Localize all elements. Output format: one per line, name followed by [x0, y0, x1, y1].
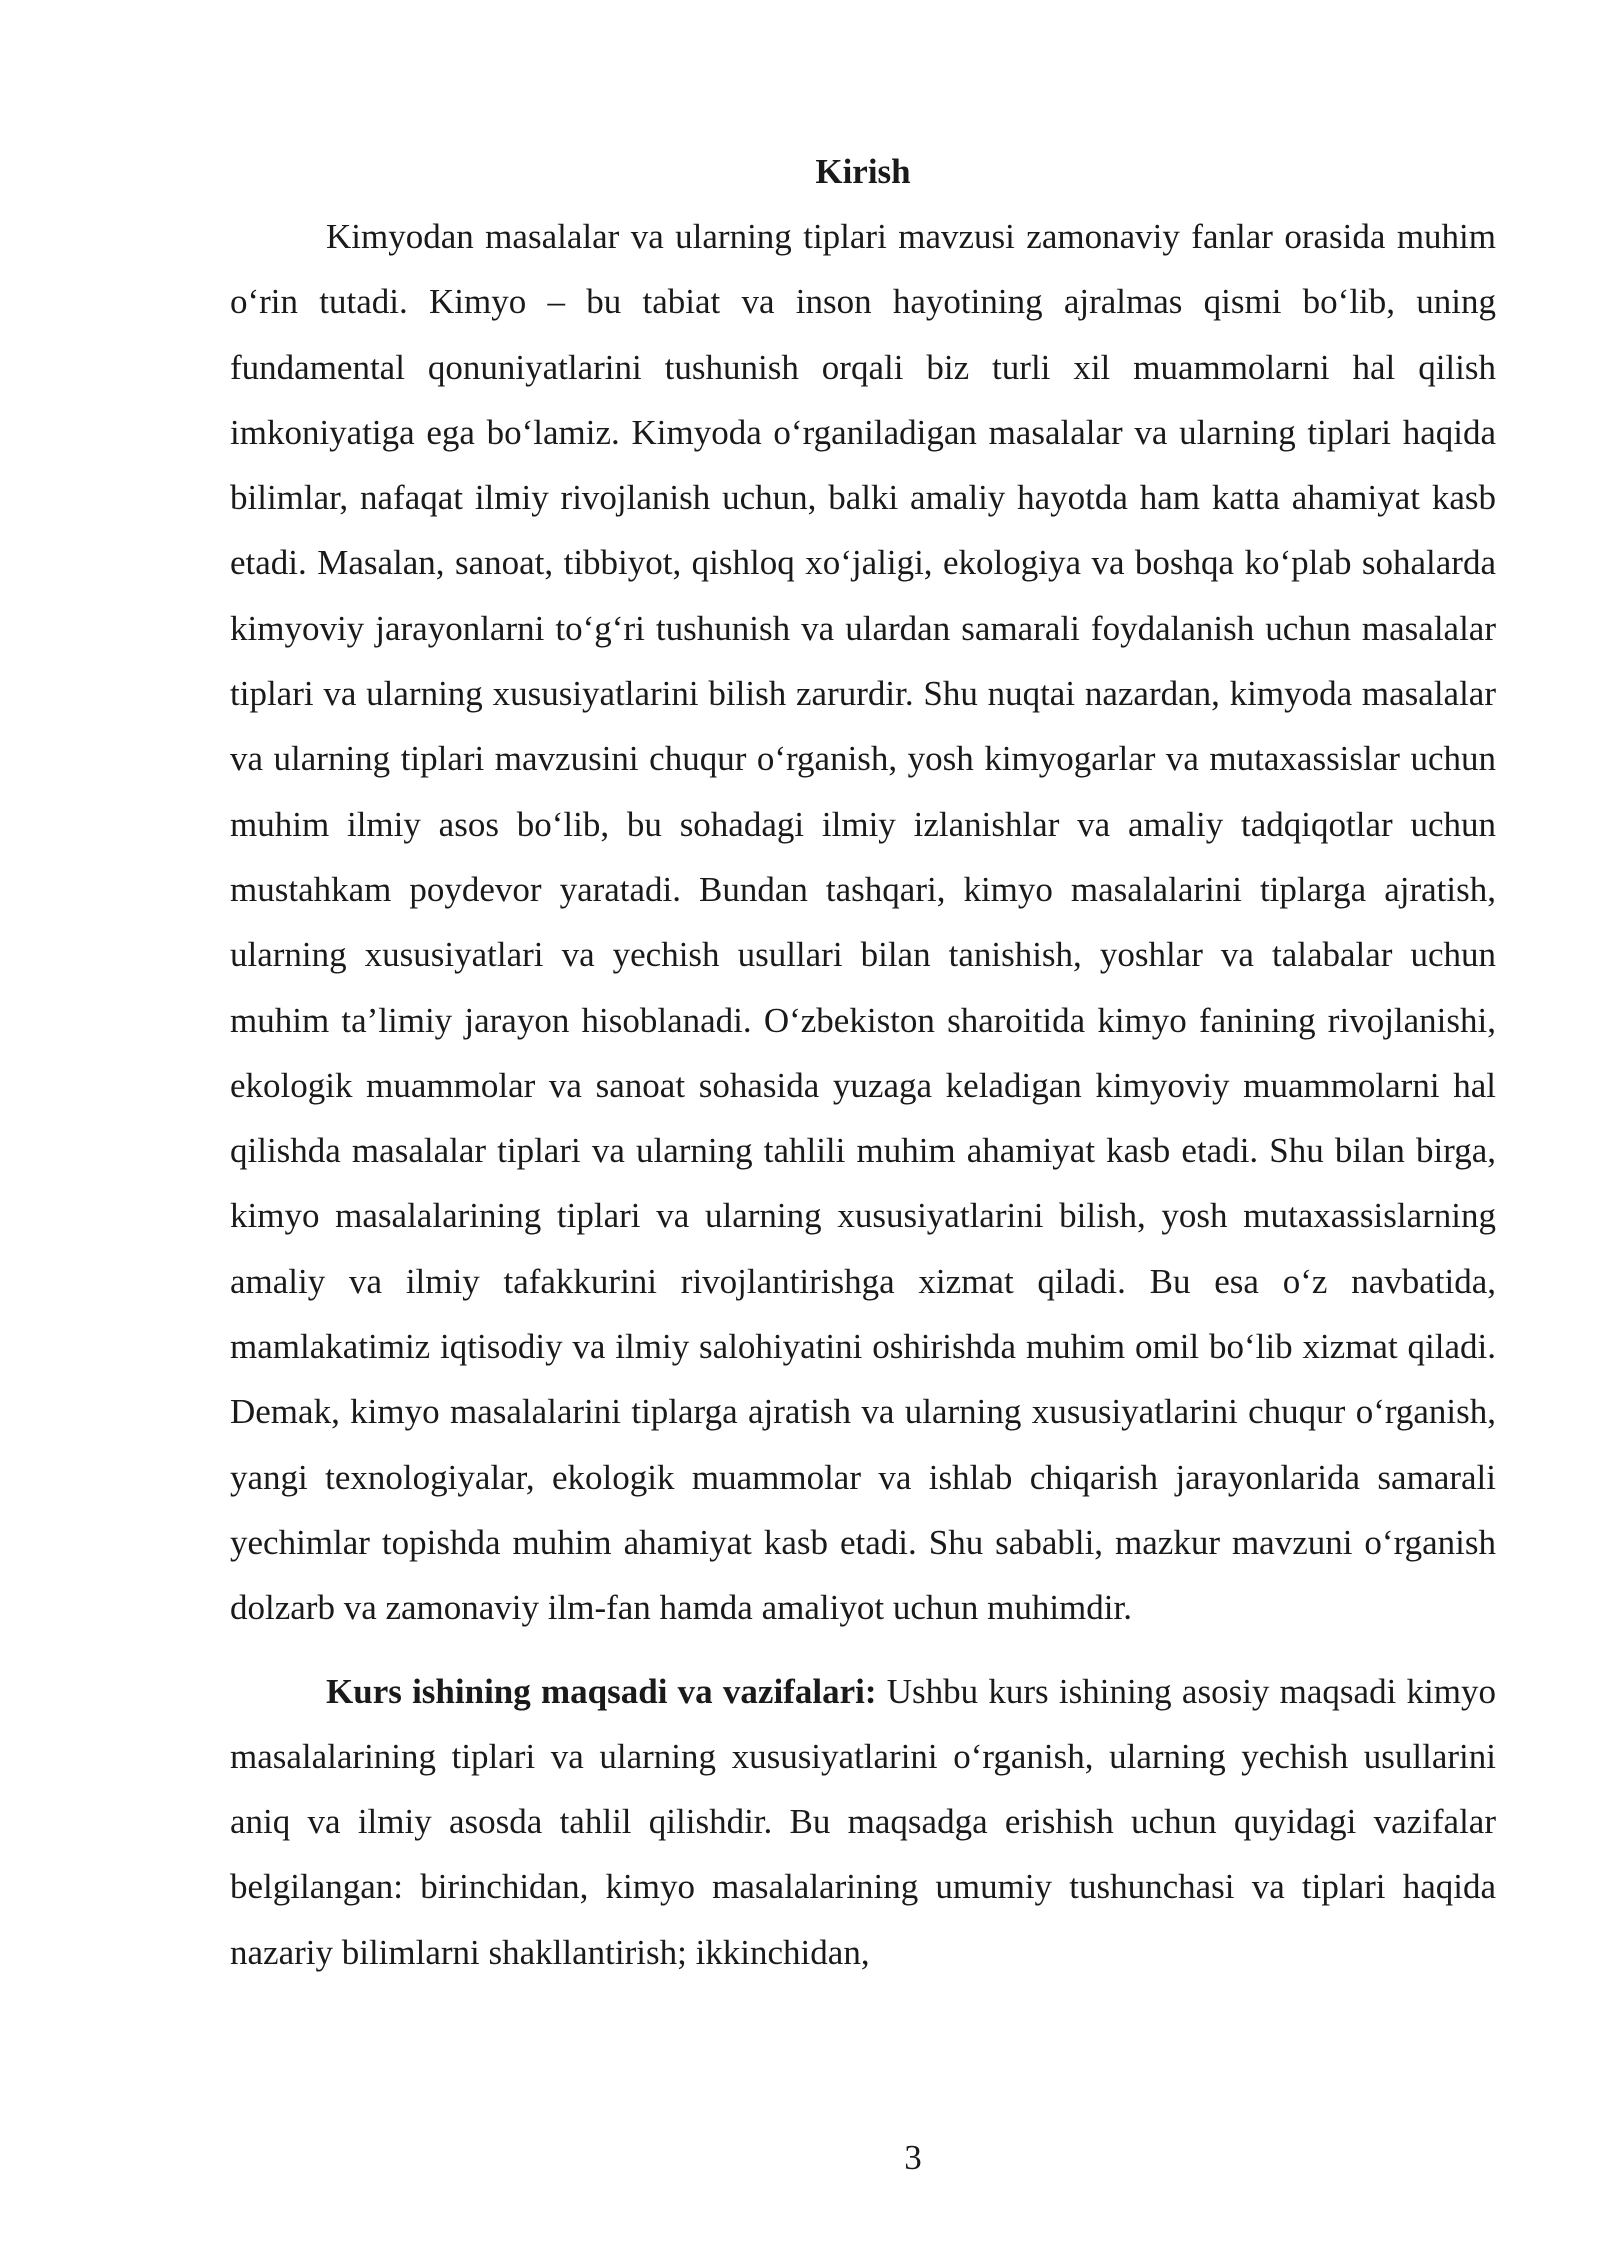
- goals-lead-text: Kurs ishining maqsadi va vazifalari:: [326, 1671, 877, 1711]
- goals-body-text: Ushbu kurs ishining asosiy maqsadi kimyo masalalarining tiplari va ularning xususiyatlarini o‘rganish, ularning yechish usullarini aniq va ilmiy asosda tahlil qilishdir. Bu maqsadga erishish uchun quyidagi vazifalar belgilangan: birinchidan, kimyo masalalarining umumiy tushunchasi va tiplari haqida nazariy bilimlarni shakllantirish; ikkinchidan,: [230, 1671, 1496, 1972]
- section-heading: Kirish: [815, 152, 911, 191]
- document-page: [230, 148, 1496, 1985]
- intro-paragraph: Kimyodan masalalar va ularning tiplari mavzusi zamonaviy fanlar orasida muhim o‘rin tutadi. Kimyo – bu tabiat va inson hayotining ajralmas qismi bo‘lib, uning fundamental qonuniyatlarini tushunish orqali biz turli xil muammolarni hal qilish imkoniyatiga ega bo‘lamiz. Kimyoda o‘rganiladigan masalalar va ularning tiplari haqida bilimlar, nafaqat ilmiy rivojlanish uchun, balki amaliy hayotda ham katta ahamiyat kasb etadi. Masalan, sanoat, tibbiyot, qishloq xo‘jaligi, ekologiya va boshqa ko‘plab sohalarda kimyoviy jarayonlarni to‘g‘ri tushunish va ulardan samarali foydalanish uchun masalalar tiplari va ularning xususiyatlarini bilish zarurdir. Shu nuqtai nazardan, kimyoda masalalar va ularning tiplari mavzusini chuqur o‘rganish, yosh kimyogarlar va mutaxassislar uchun muhim ilmiy asos bo‘lib, bu sohadagi ilmiy izlanishlar va amaliy tadqiqotlar uchun mustahkam poydevor yaratadi. Bundan tashqari, kimyo masalalarini tiplarga ajratish, ularning xususiyatlari va yechish usullari bilan tanishish, yoshlar va talabalar uchun muhim ta’limiy jarayon hisoblanadi. O‘zbekiston sharoitida kimyo fanining rivojlanishi, ekologik muammolar va sanoat sohasida yuzaga keladigan kimyoviy muammolarni hal qilishda masalalar tiplari va ularning tahlili muhim ahamiyat kasb etadi. Shu bilan birga, kimyo masalalarining tiplari va ularning xususiyatlarini bilish, yosh mutaxassislarning amaliy va ilmiy tafakkurini rivojlantirishga xizmat qiladi. Bu esa o‘z navbatida, mamlakatimiz iqtisodiy va ilmiy salohiyatini oshirishda muhim omil bo‘lib xizmat qiladi. Demak, kimyo masalalarini tiplarga ajratish va ularning xususiyatlarini chuqur o‘rganish, yangi texnologiyalar, ekologik muammolar va ishlab chiqarish jarayonlarida samarali yechimlar topishda muhim ahamiyat kasb etadi. Shu sababli, mazkur mavzuni o‘rganish dolzarb va zamonaviy ilm-fan hamda amaliyot uchun muhimdir.: [230, 217, 1496, 1628]
- page-number: 3: [904, 2138, 922, 2177]
- goals-paragraph: [230, 1659, 1496, 1985]
